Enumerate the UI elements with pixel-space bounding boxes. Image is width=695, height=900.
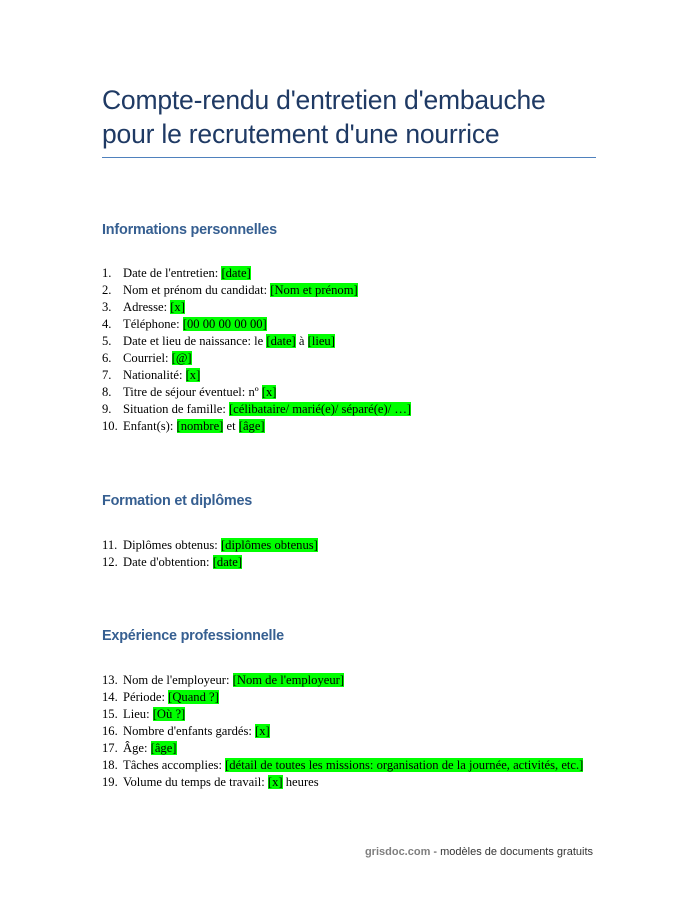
field-label: Date de l'entretien:	[123, 266, 222, 280]
list-item-number: 6.	[102, 351, 112, 365]
field-label: Téléphone:	[123, 317, 183, 331]
education-list	[102, 537, 592, 571]
list-item	[102, 774, 592, 791]
experience-list	[102, 672, 592, 791]
placeholder-field: [détail de toutes les missions: organisation de la journée, activités, etc.]	[225, 758, 584, 772]
field-label: Nom de l'employeur:	[123, 673, 233, 687]
field-label: à	[295, 334, 308, 348]
placeholder-field: [x]	[261, 385, 277, 399]
section-heading-personal-info: Informations personnelles	[102, 222, 277, 238]
field-label: heures	[282, 775, 319, 789]
placeholder-field: [Nom de l'employeur]	[232, 673, 345, 687]
field-label: Lieu:	[123, 707, 153, 721]
list-item	[102, 316, 592, 333]
list-item-number: 1.	[102, 266, 112, 280]
placeholder-field: [@]	[171, 351, 192, 365]
list-item-number: 10.	[102, 419, 118, 433]
list-item-number: 4.	[102, 317, 112, 331]
field-label: Diplômes obtenus:	[123, 538, 221, 552]
field-label: Période:	[123, 690, 169, 704]
list-item-number: 17.	[102, 741, 118, 755]
list-item	[102, 757, 592, 774]
footer	[365, 846, 593, 858]
list-item	[102, 282, 592, 299]
field-label: Situation de famille:	[123, 402, 229, 416]
placeholder-field: [Nom et prénom]	[270, 283, 358, 297]
placeholder-field: [diplômes obtenus]	[220, 538, 318, 552]
list-item	[102, 265, 592, 282]
placeholder-field: [lieu]	[307, 334, 335, 348]
field-label: Nationalité:	[123, 368, 186, 382]
placeholder-field: [00 00 00 00 00]	[182, 317, 267, 331]
placeholder-field: [date]	[212, 555, 243, 569]
placeholder-field: [Où ?]	[152, 707, 186, 721]
list-item-number: 12.	[102, 555, 118, 569]
placeholder-field: [âge]	[150, 741, 177, 755]
list-item-number: 16.	[102, 724, 118, 738]
personal-info-list	[102, 265, 592, 435]
placeholder-field: [date]	[266, 334, 296, 348]
section-heading-experience: Expérience professionnelle	[102, 628, 284, 644]
list-item	[102, 689, 592, 706]
field-label: Titre de séjour éventuel: nº	[123, 385, 262, 399]
list-item	[102, 350, 592, 367]
list-item	[102, 367, 592, 384]
title-line-1: Compte-rendu d'entretien d'embauche	[102, 85, 546, 115]
list-item-number: 3.	[102, 300, 112, 314]
list-item	[102, 299, 592, 316]
list-item-number: 15.	[102, 707, 118, 721]
list-item	[102, 706, 592, 723]
placeholder-field: [x]	[185, 368, 201, 382]
placeholder-field: [célibataire/ marié(e)/ séparé(e)/ …]	[228, 402, 412, 416]
list-item	[102, 672, 592, 689]
field-label: Tâches accomplies:	[123, 758, 226, 772]
document-title	[102, 83, 596, 151]
list-item-number: 13.	[102, 673, 118, 687]
placeholder-field: [nombre]	[176, 419, 224, 433]
list-item-number: 14.	[102, 690, 118, 704]
placeholder-field: [x]	[170, 300, 185, 314]
list-item	[102, 723, 592, 740]
section-heading-education: Formation et diplômes	[102, 493, 253, 509]
list-item-number: 9.	[102, 402, 112, 416]
list-item-number: 19.	[102, 775, 118, 789]
list-item	[102, 401, 592, 418]
title-line-2: pour le recrutement d'une nourrice	[102, 119, 500, 149]
field-label: Date d'obtention:	[123, 555, 213, 569]
placeholder-field: [x]	[267, 775, 283, 789]
field-label: Volume du temps de travail:	[123, 775, 268, 789]
list-item	[102, 333, 592, 350]
list-item	[102, 554, 592, 571]
placeholder-field: [date]	[221, 266, 251, 280]
list-item-number: 7.	[102, 368, 112, 382]
placeholder-field: [Quand ?]	[168, 690, 219, 704]
list-item	[102, 740, 592, 757]
placeholder-field: [âge]	[238, 419, 265, 433]
placeholder-field: [x]	[255, 724, 270, 738]
list-item-number: 2.	[102, 283, 112, 297]
list-item-number: 18.	[102, 758, 118, 772]
footer-tagline: - modèles de documents gratuits	[430, 846, 593, 858]
field-label: Adresse:	[123, 300, 171, 314]
field-label: Nom et prénom du candidat:	[123, 283, 271, 297]
field-label: Date et lieu de naissance: le	[123, 334, 267, 348]
field-label: Nombre d'enfants gardés:	[123, 724, 256, 738]
list-item-number: 5.	[102, 334, 112, 348]
field-label: et	[223, 419, 239, 433]
field-label: Enfant(s):	[123, 419, 177, 433]
list-item	[102, 384, 592, 401]
field-label: Âge:	[123, 741, 151, 755]
footer-brand[interactable]: grisdoc.com	[364, 846, 431, 858]
list-item-number: 11.	[102, 538, 118, 552]
list-item	[102, 418, 592, 435]
list-item-number: 8.	[102, 385, 112, 399]
title-divider	[102, 157, 596, 158]
list-item	[102, 537, 592, 554]
field-label: Courriel:	[123, 351, 172, 365]
